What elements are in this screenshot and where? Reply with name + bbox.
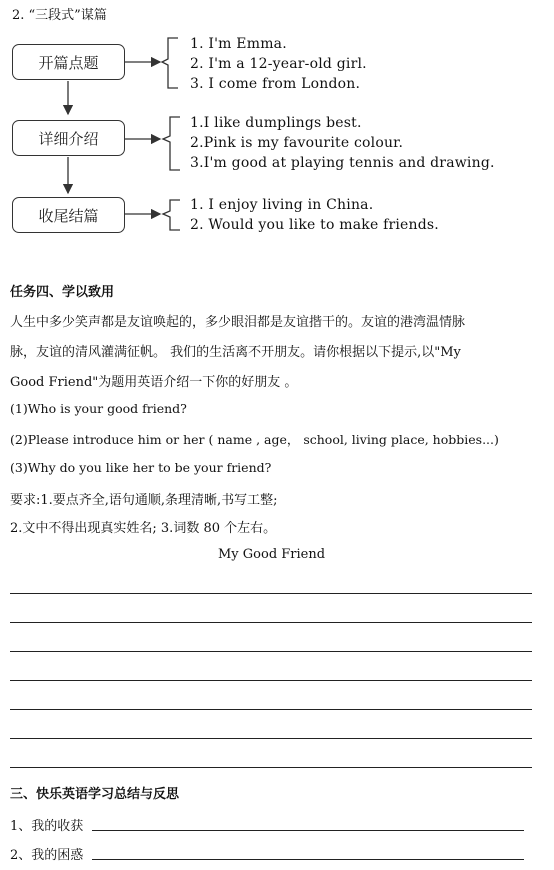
confusions-answer-line xyxy=(92,859,524,860)
writing-line xyxy=(10,593,532,594)
bracket-3 xyxy=(163,200,180,230)
section-heading: 2. “三段式”谋篇 xyxy=(12,8,107,23)
gains-answer-line xyxy=(92,830,524,831)
opening-line-1: 1. I'm Emma. xyxy=(190,36,287,52)
bracket-1 xyxy=(162,38,178,88)
prompt-3: (3)Why do you like her to be your friend? xyxy=(10,460,272,475)
detail-line-1: 1.I like dumplings best. xyxy=(190,115,362,131)
confusions-label: 2、我的困惑 xyxy=(10,848,84,863)
flow-box-ending: 收尾结篇 xyxy=(12,197,125,233)
flow-box-opening: 开篇点题 xyxy=(12,44,125,80)
prompt-1: (1)Who is your good friend? xyxy=(10,401,187,416)
requirement-1: 要求:1.要点齐全,语句通顺,条理清晰,书写工整; xyxy=(10,493,278,508)
ending-line-1: 1. I enjoy living in China. xyxy=(190,197,374,213)
essay-title: My Good Friend xyxy=(218,547,326,562)
writing-line xyxy=(10,709,532,710)
opening-line-2: 2. I'm a 12-year-old girl. xyxy=(190,56,367,72)
section3-title: 三、快乐英语学习总结与反思 xyxy=(10,787,180,802)
intro-line-1: 人生中多少笑声都是友谊唤起的，多少眼泪都是友谊揩干的。友谊的港湾温情脉 xyxy=(10,315,466,330)
intro-line-2: 脉，友谊的清风灌满征帆。 我们的生活离不开朋友。请你根据以下提示,以"My xyxy=(10,345,461,360)
intro-line-3: Good Friend"为题用英语介绍一下你的好朋友 。 xyxy=(10,375,298,390)
ending-line-2: 2. Would you like to make friends. xyxy=(190,217,439,233)
requirement-2: 2.文中不得出现真实姓名; 3.词数 80 个左右。 xyxy=(10,521,277,536)
flow-box-details: 详细介绍 xyxy=(12,120,125,156)
task4-title: 任务四、学以致用 xyxy=(10,285,115,300)
writing-line xyxy=(10,622,532,623)
opening-line-3: 3. I come from London. xyxy=(190,76,361,92)
writing-line xyxy=(10,767,532,768)
bracket-2 xyxy=(163,117,180,170)
gains-label: 1、我的收获 xyxy=(10,819,84,834)
prompt-2: (2)Please introduce him or her ( name , age， school, living place, hobbies...) xyxy=(10,432,499,447)
writing-line xyxy=(10,651,532,652)
writing-line xyxy=(10,680,532,681)
writing-line xyxy=(10,738,532,739)
detail-line-2: 2.Pink is my favourite colour. xyxy=(190,135,404,151)
detail-line-3: 3.I'm good at playing tennis and drawing. xyxy=(190,155,495,171)
